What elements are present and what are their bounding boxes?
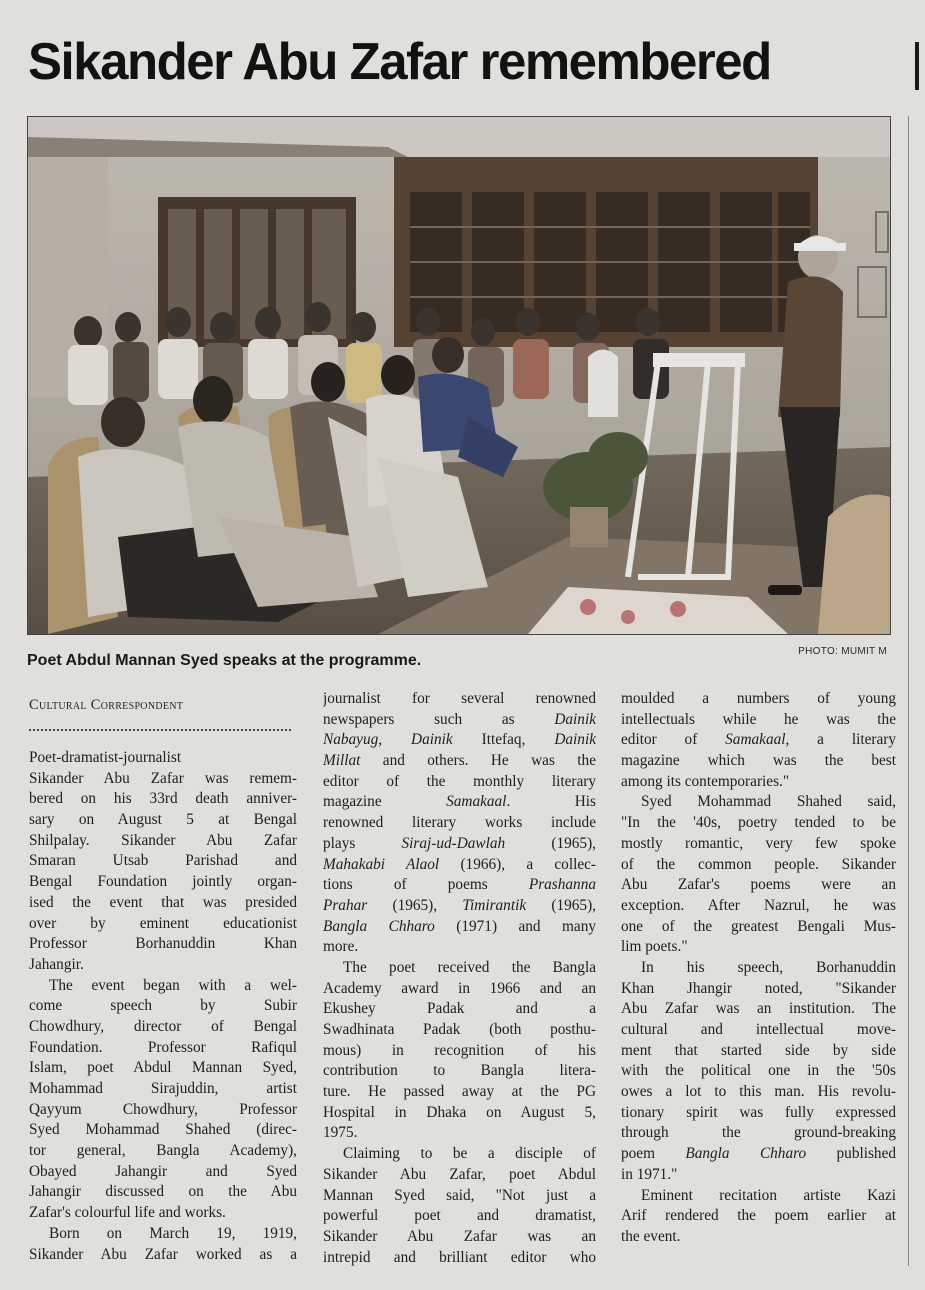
article-line: among its contemporaries." — [621, 772, 790, 790]
article-line: Bengal Foundation jointly organ- — [29, 873, 297, 891]
article-line: tionary spirit was fully expressed — [621, 1103, 896, 1121]
article-line: lim poets." — [621, 938, 688, 956]
article-line: Swadhinata Padak (both posthu- — [323, 1021, 596, 1038]
article-line: mous) in recognition of his — [323, 1041, 596, 1059]
article-line: Islam, poet Abdul Mannan Syed, — [29, 1059, 297, 1077]
photo-credit: PHOTO: MUMIT M — [798, 646, 887, 657]
article-line: tions of poems Prashanna — [323, 876, 596, 894]
article-line: Hospital in Dhaka on August 5, — [323, 1103, 596, 1121]
article-line: Poet-dramatist-journalist — [29, 749, 182, 766]
article-line: come speech by Subir — [29, 997, 297, 1015]
article-line: journalist for several renowned — [323, 690, 596, 707]
article-line: exception. After Nazrul, he was — [621, 896, 896, 914]
article-line: ture. He passed away at the PG — [323, 1083, 596, 1101]
article-line: Khan Jhangir noted, "Sikander — [621, 979, 896, 997]
article-line: Smaran Utsab Parishad and — [29, 852, 297, 870]
article-line: editor of the monthly literary — [323, 772, 596, 790]
article-line: Chowdhury, director of Bengal — [29, 1017, 297, 1035]
article-line: Nabayug, Dainik Ittefaq, Dainik — [323, 731, 596, 749]
article-line: owes a lot to this man. His revolu- — [621, 1083, 896, 1101]
article-line: over by eminent educationist — [29, 914, 297, 932]
article-line: Bangla Chharo (1971) and many — [323, 917, 596, 935]
photo-event-hall-icon — [28, 117, 890, 634]
article-line: Zafar's colourful life and works. — [29, 1204, 226, 1222]
byline-divider — [29, 729, 291, 731]
article-line: Mohammad Sirajuddin, artist — [29, 1080, 297, 1097]
article-line: Sikander Abu Zafar was an — [323, 1227, 596, 1245]
article-line: powerful poet and dramatist, — [323, 1207, 596, 1225]
article-line: Abu Zafar's poems were an — [621, 876, 896, 894]
article-line: Abu Zafar was an institution. The — [621, 1000, 896, 1018]
article-line: Shilpalay. Sikander Abu Zafar — [29, 831, 297, 849]
article-line: Millat and others. He was the — [323, 752, 596, 770]
article-line: renowned literary works include — [323, 814, 596, 832]
article-line: The event began with a wel- — [49, 976, 297, 994]
article-line: Sikander Abu Zafar, poet Abdul — [323, 1165, 596, 1183]
article-column-1 — [29, 748, 297, 1265]
byline: Cultural Correspondent — [29, 697, 184, 713]
article-column-3 — [621, 689, 896, 1248]
article-line: through the ground-breaking — [621, 1124, 896, 1142]
article-line: the event. — [621, 1227, 681, 1245]
article-line: Syed Mohammad Shahed (direc- — [29, 1121, 297, 1139]
article-line: Academy award in 1966 and an — [323, 979, 596, 997]
article-line: editor of Samakaal, a literary — [621, 731, 896, 749]
article-line: intrepid and brilliant editor who — [323, 1248, 596, 1266]
article-line: Mannan Syed said, "Not just a — [323, 1186, 596, 1204]
article-line: Eminent recitation artiste Kazi — [641, 1186, 896, 1204]
article-line: 1975. — [323, 1124, 358, 1142]
article-line: Sikander Abu Zafar worked as a — [29, 1245, 297, 1263]
article-line: Obayed Jahangir and Syed — [29, 1162, 297, 1180]
article-line: Jahangir. — [29, 955, 84, 973]
article-line: In his speech, Borhanuddin — [641, 958, 896, 976]
article-line: Born on March 19, 1919, — [49, 1224, 297, 1242]
article-line: more. — [323, 938, 359, 956]
article-line: intellectuals while he was the — [621, 710, 896, 728]
article-line: Jahangir discussed on the Abu — [29, 1183, 297, 1201]
article-line: ised the event that was presided — [29, 893, 297, 911]
column-edge-rule — [908, 116, 909, 1266]
article-line: of the common people. Sikander — [621, 855, 896, 873]
article-line: poem Bangla Chharo published — [621, 1145, 896, 1163]
article-line: Mahakabi Alaol (1966), a collec- — [323, 855, 596, 873]
article-line: cultural and intellectual move- — [621, 1021, 896, 1038]
article-line: Arif rendered the poem earlier at — [621, 1207, 896, 1225]
article-line: with the political one in the '50s — [621, 1062, 896, 1080]
article-line: in 1971." — [621, 1165, 678, 1183]
photo-caption: Poet Abdul Mannan Syed speaks at the programme. — [27, 652, 422, 669]
article-line: contribution to Bangla litera- — [323, 1062, 596, 1080]
article-line: one of the greatest Bengali Mus- — [621, 917, 896, 935]
article-line: Claiming to be a disciple of — [343, 1145, 596, 1163]
article-line: Prahar (1965), Timirantik (1965), — [323, 896, 596, 914]
article-line: sary on August 5 at Bengal — [29, 811, 297, 829]
headline: Sikander Abu Zafar remembered — [28, 33, 771, 91]
article-column-2 — [323, 689, 596, 1268]
article-line: tor general, Bangla Academy), — [29, 1142, 297, 1160]
headline-edge-rule — [915, 42, 919, 90]
article-line: magazine which was the best — [621, 752, 896, 770]
event-photo — [27, 116, 891, 635]
article-line: Sikander Abu Zafar was remem- — [29, 769, 297, 787]
article-line: Professor Borhanuddin Khan — [29, 935, 297, 953]
article-line: magazine Samakaal. His — [323, 793, 596, 811]
article-line: newspapers such as Dainik — [323, 710, 596, 728]
article-line: moulded a numbers of young — [621, 690, 896, 707]
article-line: The poet received the Bangla — [343, 958, 596, 976]
article-line: Syed Mohammad Shahed said, — [641, 793, 896, 811]
article-line: mostly romantic, very few spoke — [621, 834, 896, 852]
article-line: Qayyum Chowdhury, Professor — [29, 1100, 297, 1118]
article-line: Foundation. Professor Rafiqul — [29, 1038, 297, 1056]
article-line: bered on his 33rd death anniver- — [29, 790, 297, 808]
article-line: "In the '40s, poetry tended to be — [621, 814, 896, 832]
article-line: ment that started side by side — [621, 1041, 896, 1059]
article-line: Ekushey Padak and a — [323, 1000, 596, 1018]
article-line: plays Siraj-ud-Dawlah (1965), — [323, 834, 596, 852]
